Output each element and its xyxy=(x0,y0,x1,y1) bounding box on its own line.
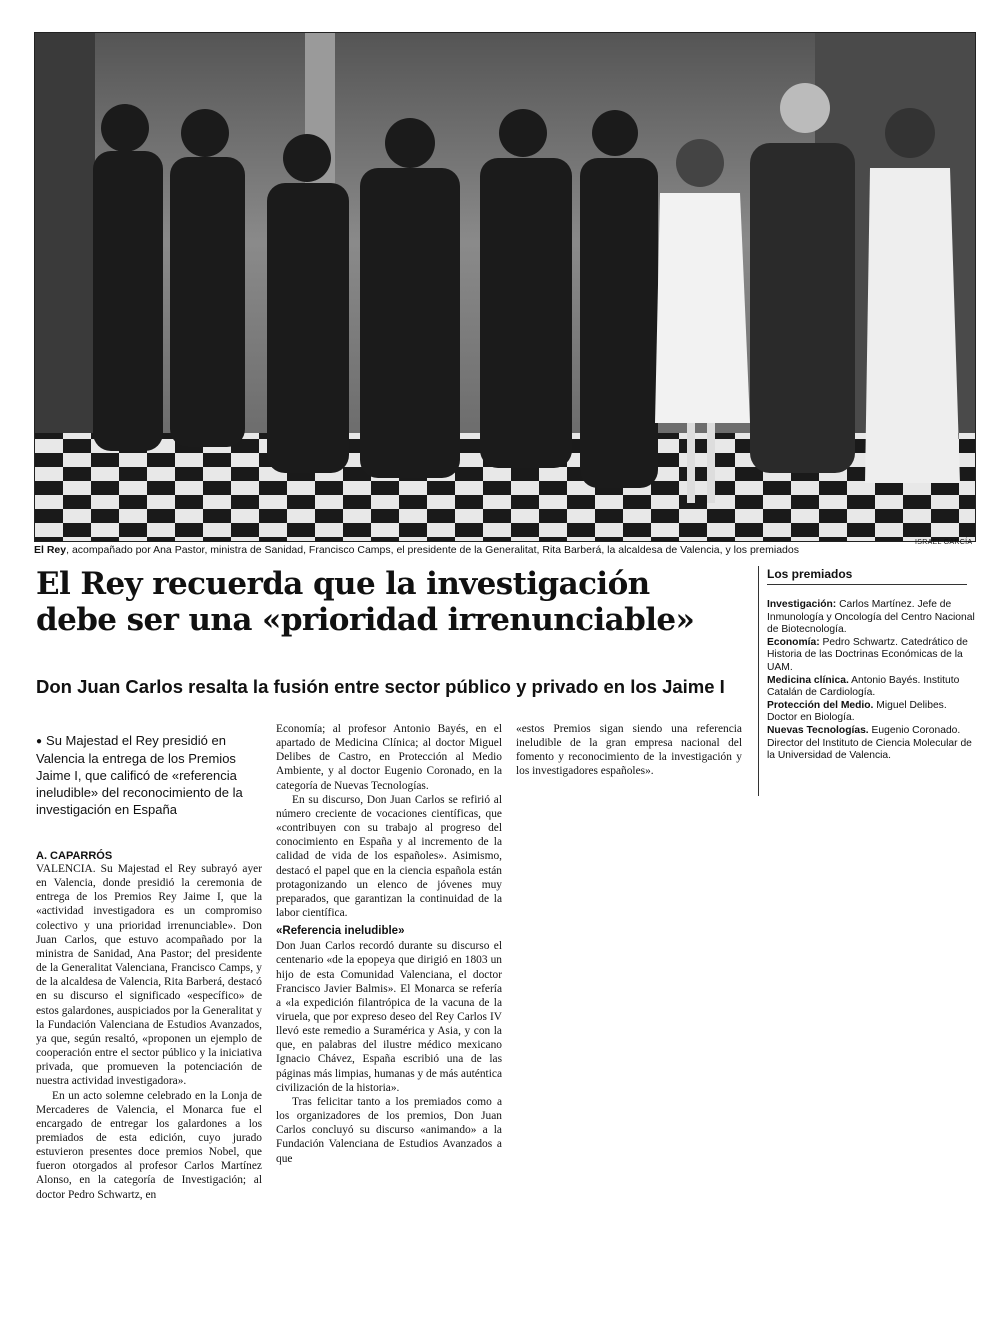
news-photo xyxy=(34,32,976,542)
section-heading: «Referencia ineludible» xyxy=(276,925,405,938)
winner-category: Medicina clínica. xyxy=(767,674,849,686)
caption-lead: El Rey xyxy=(34,544,67,556)
subheadline: Don Juan Carlos resalta la fusión entre sector público y privado en los Jaime I xyxy=(36,676,725,697)
list-item xyxy=(767,675,975,700)
sidebar-title: Los premiados xyxy=(767,566,967,585)
winner-category: Economía: xyxy=(767,636,820,648)
article-column-1 xyxy=(36,862,262,1202)
winner-text: Eugenio Coronado. Director del Instituto de Ciencia Molecular de la Universidad de Valencia. xyxy=(767,724,972,762)
list-item xyxy=(767,637,975,675)
paragraph: En un acto solemne celebrado en la Lonja de Mercaderes de Valencia, el Monarca fue el encargado de entregar los galardones a los premiados de esta edición, cuyo jurado estuvieron presentes doce premios Nobel, que fueron otorgados al profesor Carlos Martínez Alonso, en la categoría de Investigación; al doctor Pedro Schwartz, en xyxy=(36,1089,262,1201)
paragraph: Economía; al profesor Antonio Bayés, en el apartado de Medicina Clínica; al doctor Miguel Delibes de Castro, en Protección al Medio Ambiente, y al doctor Eugenio Coronado, en la categoría de Nuevas Tecnologías. xyxy=(276,723,502,792)
bullet-icon: ● xyxy=(36,736,43,747)
article-column-3 xyxy=(516,722,742,779)
list-item xyxy=(767,725,975,763)
list-item xyxy=(767,700,975,725)
paragraph: En su discurso, Don Juan Carlos se refirió al número creciente de vocaciones científicas, que «contribuyen con su trabajo al progreso del conocimiento en España y al incremento de la calidad de vida de los españoles». Asimismo, destacó el papel que en la ciencia española están protagonizando un elenco de jóvenes muy preparados, que garantizan la continuidad de la labor científica. xyxy=(276,793,502,920)
paragraph: Tras felicitar tanto a los premiados como a los organizadores de los premios, Don Juan Carlos concluyó su discurso «animando» a la Fundación Valenciana de Estudios Avanzados a que xyxy=(276,1095,502,1165)
article-column-2 xyxy=(276,722,502,1166)
winner-text: Carlos Martínez. Jefe de Inmunología y Oncología del Centro Nacional de Biotecnología. xyxy=(767,599,975,636)
winners-sidebar xyxy=(758,566,975,796)
paragraph: Don Juan Carlos recordó durante su discurso el centenario «de la epopeya que dirigió en 1803 un hijo de esta Comunidad Valenciana, el doctor Francisco Javier Balmis». El Monarca se refería a «la expedición filantrópica de la vacuna de la viruela, que por expreso deseo del Rey Carlos IV llevó este remedio a Suramérica y Asia, y con la que, en palabras del ilustre médico mexicano Ignacio Chávez, España escribió una de las páginas más limpias, humanas y de más auténtica civilización de la historia». xyxy=(276,940,502,1094)
photo-illustration xyxy=(35,33,975,541)
paragraph: «estos Premios sigan siendo una referencia ineludible de la gran empresa nacional del fomento y reconocimiento de la investigación y los investigadores españoles». xyxy=(516,723,742,778)
byline: A. CAPARRÓS xyxy=(36,850,113,862)
winner-category: Nuevas Tecnologías. xyxy=(767,724,869,736)
winner-text: Miguel Delibes. Doctor en Biología. xyxy=(767,699,947,724)
winner-text: Antonio Bayés. Instituto Catalán de Cardiología. xyxy=(767,674,960,699)
winners-list xyxy=(767,599,975,763)
photo-credit: ISRAEL GARCÍA xyxy=(915,539,973,546)
summary-text: Su Majestad el Rey presidió en Valencia la entrega de los Premios Jaime I, que calificó de «referencia ineludible» del reconocimiento de la investigación en España xyxy=(36,733,243,817)
article-summary xyxy=(36,732,262,818)
winner-category: Protección del Medio. xyxy=(767,699,874,711)
winner-category: Investigación: xyxy=(767,599,837,610)
caption-text: , acompañado por Ana Pastor, ministra de Sanidad, Francisco Camps, el presidente de la Generalitat, Rita Barberá, la alcaldesa de Valencia, y los premiados xyxy=(66,544,799,556)
paragraph: VALENCIA. Su Majestad el Rey subrayó ayer en Valencia, donde presidió la ceremonia de entrega de los Premios Rey Jaime I, que la «actividad investigadora es un compromiso colectivo y una prioridad irrenunciable». Don Juan Carlos, que estuvo acompañado por la ministra de Sanidad, Ana Pastor; del presidente de la Generalitat Valenciana, Francisco Camps, y de la alcaldesa de Valencia, Rita Barberá, destacó en su discurso el significado «específico» de estos galardones, auspiciados por la Generalitat y la Fundación Valenciana de Estudios Avanzados, ya que, según resaltó, «proponen un ejemplo de cooperación entre el sector público y la iniciativa privada, que promueven la potenciación de nuestra actividad investigadora». xyxy=(36,863,262,1088)
photo-caption xyxy=(34,544,874,557)
list-item xyxy=(767,599,975,637)
headline: El Rey recuerda que la investigación debe ser una «prioridad irrenunciable» xyxy=(36,566,695,638)
winner-text: Pedro Schwartz. Catedrático de Historia de las Doctrinas Económicas de la UAM. xyxy=(767,636,968,673)
